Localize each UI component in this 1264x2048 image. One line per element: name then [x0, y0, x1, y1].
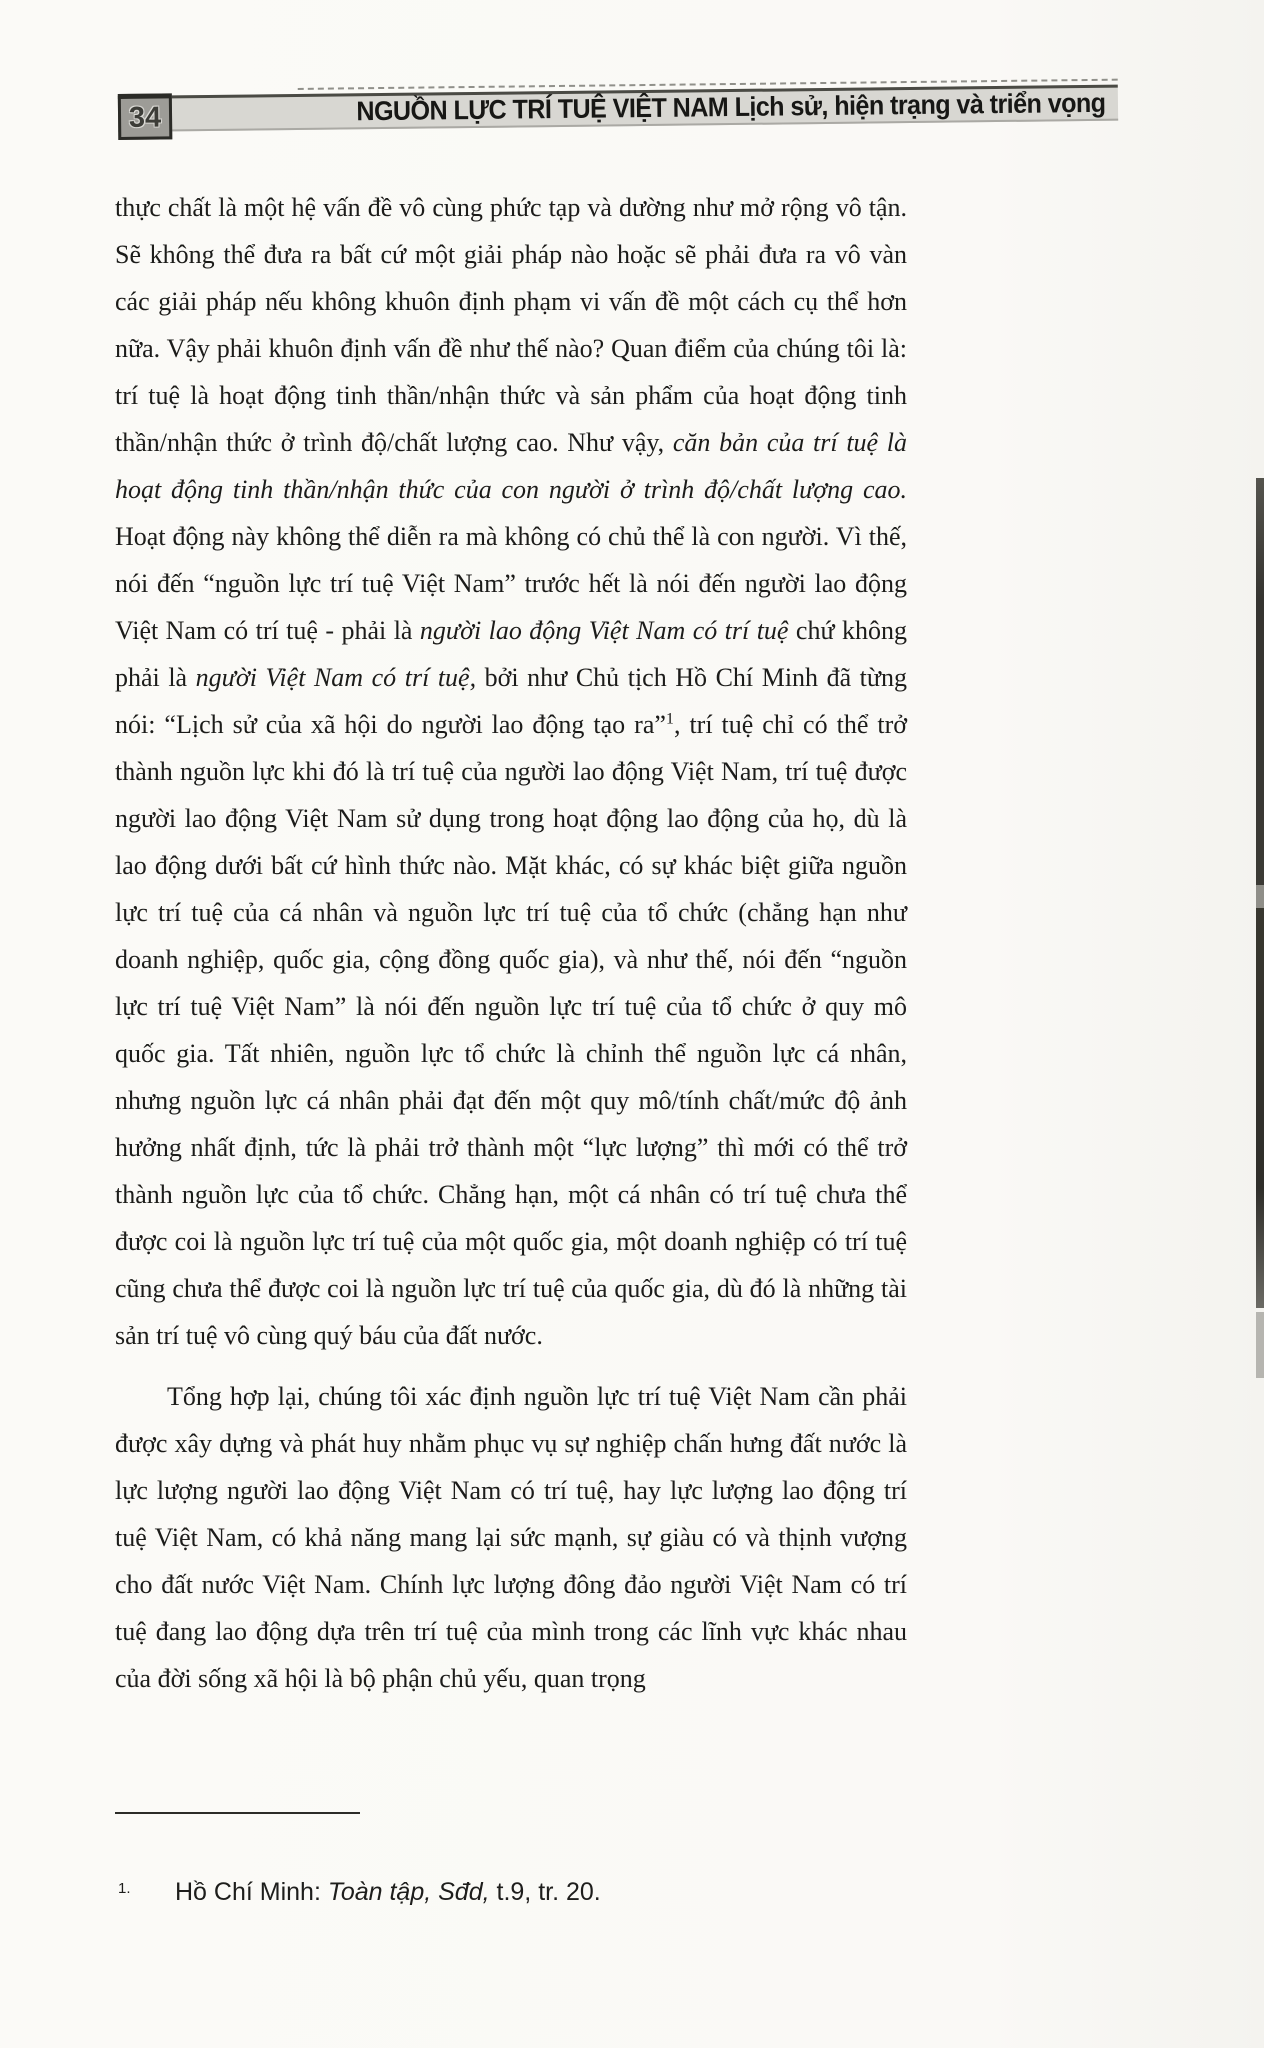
footnote-divider	[115, 1812, 360, 1814]
header-title-band	[118, 85, 1118, 132]
paragraph	[115, 184, 907, 1359]
scan-edge-artifact	[1256, 908, 1264, 1308]
footnote-marker: 1.	[118, 1880, 131, 1897]
running-header	[118, 77, 1118, 136]
text-run-normal: bởi như Chủ tịch Hồ Chí Minh đã từng nói: “Lịch sử của xã hội do người lao động tạo ra”	[115, 663, 907, 739]
header-title: NGUỒN LỰC TRÍ TUỆ VIỆT NAM Lịch sử, hiện trạng và triển vọng	[356, 87, 1107, 127]
text-run-italic: người lao động Việt Nam có trí tuệ	[419, 616, 789, 645]
page-number-box	[118, 93, 173, 140]
text-run-normal: Tổng hợp lại, chúng tôi xác định nguồn lực trí tuệ Việt Nam cần phải được xây dựng và phát huy nhằm phục vụ sự nghiệp chấn hưng đất nước là lực lượng người lao động Việt Nam có trí tuệ, hay lực lượng lao động trí tuệ Việt Nam, có khả năng mang lại sức mạnh, sự giàu có và thịnh vượng cho đất nước Việt Nam. Chính lực lượng đông đảo người Việt Nam có trí tuệ đang lao động dựa trên trí tuệ của mình trong các lĩnh vực khác nhau của đời sống xã hội là bộ phận chủ yếu, quan trọng	[115, 1382, 907, 1693]
text-run-normal: t.9, tr. 20.	[489, 1878, 601, 1906]
text-run-sup: 1	[665, 710, 674, 728]
text-run-normal: , trí tuệ chỉ có thể trở thành nguồn lực khi đó là trí tuệ của người lao động Việt Nam, trí tuệ được người lao động Việt Nam sử dụng trong hoạt động lao động của họ, dù là lao động dưới bất cứ hình thức nào. Mặt khác, có sự khác biệt giữa nguồn lực trí tuệ của cá nhân và nguồn lực trí tuệ của tổ chức (chẳng hạn như doanh nghiệp, quốc gia, cộng đồng quốc gia), và như thế, nói đến “nguồn lực trí tuệ Việt Nam” là nói đến nguồn lực trí tuệ của tổ chức ở quy mô quốc gia. Tất nhiên, nguồn lực tổ chức là chỉnh thể nguồn lực cá nhân, nhưng nguồn lực cá nhân phải đạt đến một quy mô/tính chất/mức độ ảnh hưởng nhất định, tức là phải trở thành một “lực lượng” thì mới có thể trở thành nguồn lực của tổ chức. Chẳng hạn, một cá nhân có trí tuệ chưa thể được coi là nguồn lực trí tuệ của một quốc gia, một doanh nghiệp có trí tuệ cũng chưa thể được coi là nguồn lực trí tuệ của quốc gia, dù đó là những tài sản trí tuệ vô cùng quý báu của đất nước.	[115, 710, 907, 1350]
text-run-normal: chứ không phải là	[115, 616, 907, 692]
text-run-italic: người Việt Nam có trí tuệ,	[195, 663, 477, 692]
scan-edge-artifact	[1256, 885, 1264, 908]
text-run-normal: thực chất là một hệ vấn đề vô cùng phức tạp và dường như mở rộng vô tận. Sẽ không thể đưa ra bất cứ một giải pháp nào hoặc sẽ phải đưa ra vô vàn các giải pháp nếu không khuôn định phạm vi vấn đề một cách cụ thể hơn nữa. Vậy phải khuôn định vấn đề như thế nào? Quan điểm của chúng tôi là: trí tuệ là hoạt động tinh thần/nhận thức và sản phẩm của hoạt động tinh thần/nhận thức ở trình độ/chất lượng cao. Như vậy,	[115, 193, 907, 457]
footnote	[118, 1878, 898, 1907]
text-run-normal: Hồ Chí Minh:	[175, 1878, 328, 1906]
scan-edge-artifact	[1256, 478, 1264, 885]
text-run-italic: Toàn tập, Sđd,	[327, 1878, 490, 1906]
text-run-italic: căn bản của trí tuệ là hoạt động tinh thần/nhận thức của con người ở trình độ/chất lượng cao.	[115, 428, 907, 504]
text-run-normal: Hoạt động này không thể diễn ra mà không có chủ thể là con người. Vì thế, nói đến “nguồn lực trí tuệ Việt Nam” trước hết là nói đến người lao động Việt Nam có trí tuệ - phải là	[115, 522, 907, 645]
page-number: 34	[128, 101, 162, 134]
body-text	[115, 184, 907, 1702]
paragraph	[115, 1373, 907, 1702]
footnote-text	[175, 1878, 601, 1907]
scan-edge-artifact	[1256, 1312, 1264, 1378]
